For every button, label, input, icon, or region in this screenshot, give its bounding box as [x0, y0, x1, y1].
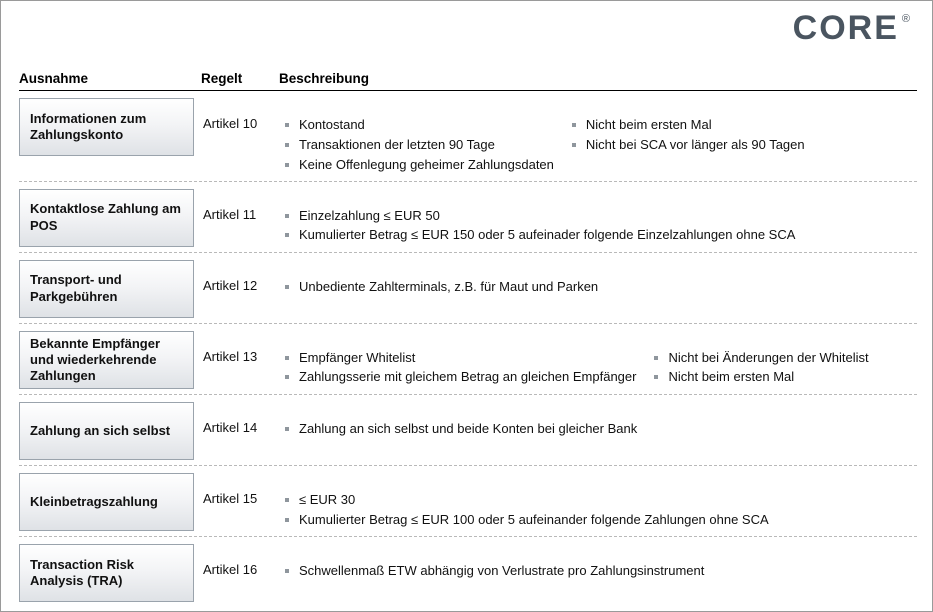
table-row [19, 466, 917, 537]
exception-label: Transaction Risk Analysis (TRA) [19, 544, 194, 602]
description-list-secondary [654, 349, 868, 389]
list-item: Zahlung an sich selbst und beide Konten bei gleicher Bank [285, 420, 637, 439]
table-row [19, 537, 917, 607]
description-cell [281, 189, 917, 247]
list-item: Keine Offenlegung geheimer Zahlungsdaten [285, 156, 554, 175]
description-cell [281, 544, 917, 582]
rule-cell: Artikel 13 [203, 348, 258, 364]
description-list-main [285, 116, 554, 176]
rule-cell: Artikel 16 [203, 562, 258, 578]
exception-cell [19, 473, 201, 531]
core-logo [793, 11, 910, 45]
description-list-main [285, 278, 598, 298]
table-row [19, 182, 917, 253]
exception-cell [19, 544, 201, 602]
list-item: Kontostand [285, 116, 554, 135]
list-item: Nicht bei SCA vor länger als 90 Tagen [572, 136, 805, 155]
table-row [19, 253, 917, 324]
column-header-exception: Ausnahme [19, 71, 89, 86]
list-item: Kumulierter Betrag ≤ EUR 100 oder 5 aufeinander folgende Zahlungen ohne SCA [285, 511, 769, 530]
column-header-description: Beschreibung [279, 71, 370, 86]
exception-label: Zahlung an sich selbst [19, 402, 194, 460]
list-item: Schwellenmaß ETW abhängig von Verlustrate pro Zahlungsinstrument [285, 562, 704, 581]
exceptions-table [19, 71, 917, 607]
list-item: Unbediente Zahlterminals, z.B. für Maut und Parken [285, 278, 598, 297]
description-cell [281, 473, 917, 531]
description-list-main [285, 562, 704, 582]
exception-label: Transport- und Parkgebühren [19, 260, 194, 318]
exception-label: Bekannte Empfänger und wiederkehrende Zahlungen [19, 331, 194, 390]
list-item: Nicht beim ersten Mal [654, 368, 868, 387]
rule-cell: Artikel 12 [203, 277, 258, 293]
table-row [19, 395, 917, 466]
exception-label: Kleinbetragszahlung [19, 473, 194, 531]
list-item: Zahlungsserie mit gleichem Betrag an gleichen Empfänger [285, 368, 636, 387]
list-item: Kumulierter Betrag ≤ EUR 150 oder 5 aufeinader folgende Einzelzahlungen ohne SCA [285, 226, 795, 245]
list-item: ≤ EUR 30 [285, 491, 769, 510]
list-item: Empfänger Whitelist [285, 349, 636, 368]
exception-cell [19, 189, 201, 247]
description-list-main [285, 349, 636, 389]
description-list-secondary [572, 116, 805, 176]
list-item: Nicht beim ersten Mal [572, 116, 805, 135]
exception-label: Kontaktlose Zahlung am POS [19, 189, 194, 247]
exception-cell [19, 402, 201, 460]
table-row [19, 324, 917, 396]
logo-text: CORE [792, 9, 899, 47]
list-item: Nicht bei Änderungen der Whitelist [654, 349, 868, 368]
rule-cell: Artikel 14 [203, 420, 258, 436]
description-list-main [285, 420, 637, 440]
rule-cell: Artikel 11 [203, 206, 257, 222]
list-item: Einzelzahlung ≤ EUR 50 [285, 207, 795, 226]
exception-label: Informationen zum Zahlungskonto [19, 98, 194, 156]
description-list-main [285, 491, 769, 531]
rule-cell: Artikel 10 [203, 116, 258, 131]
description-cell [281, 260, 917, 298]
description-list-main [285, 207, 795, 247]
table-row [19, 91, 917, 182]
registered-mark: ® [901, 13, 910, 25]
exception-cell [19, 98, 201, 156]
exception-cell [19, 260, 201, 318]
column-header-rule: Regelt [201, 71, 243, 86]
rule-cell: Artikel 15 [203, 491, 258, 507]
table-header-row [19, 71, 917, 91]
description-cell [281, 98, 917, 176]
list-item: Transaktionen der letzten 90 Tage [285, 136, 554, 155]
description-cell [281, 331, 917, 389]
description-cell [281, 402, 917, 440]
exception-cell [19, 331, 201, 390]
